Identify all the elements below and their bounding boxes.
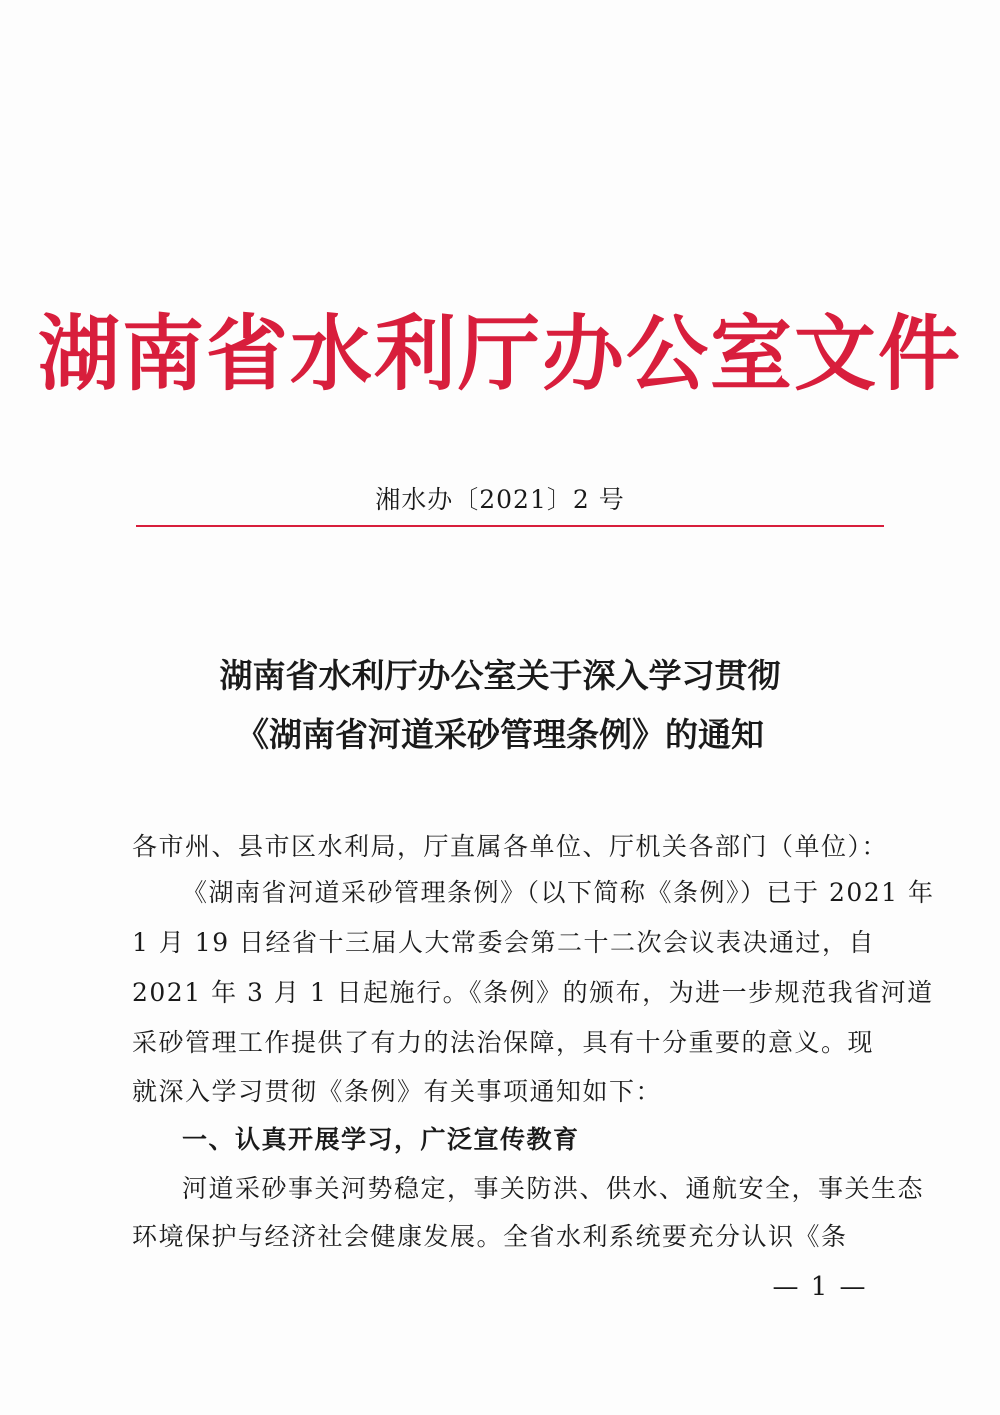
issuing-org-header: 湖南省水利厅办公室文件: [37, 307, 962, 402]
paragraph-1-line-2: 1 月 19 日经省十三届人大常委会第二十二次会议表决通过，自: [132, 928, 876, 957]
section-1-heading: 一、认真开展学习，广泛宣传教育: [182, 1125, 580, 1154]
notice-title-line-1: 湖南省水利厅办公室关于深入学习贯彻: [219, 656, 781, 695]
paragraph-1-line-1: 《湖南省河道采砂管理条例》（以下简称《条例》）已于 2021 年: [182, 878, 935, 907]
paragraph-2-line-2: 环境保护与经济社会健康发展。全省水利系统要充分认识《条: [132, 1222, 848, 1251]
document-number: 湘水办〔2021〕2 号: [375, 485, 625, 514]
salutation: 各市州、县市区水利局，厅直属各单位、厅机关各部门（单位）：: [132, 832, 889, 861]
notice-title-line-2: 《湖南省河道采砂管理条例》的通知: [236, 715, 764, 754]
paragraph-1-line-5: 就深入学习贯彻《条例》有关事项通知如下：: [132, 1077, 663, 1106]
page-number: — 1 —: [772, 1272, 868, 1302]
paragraph-1-line-3: 2021 年 3 月 1 日起施行。《条例》的颁布，为进一步规范我省河道: [132, 978, 934, 1007]
paragraph-2-line-1: 河道采砂事关河势稳定，事关防洪、供水、通航安全，事关生态: [182, 1174, 925, 1203]
paragraph-1-line-4: 采砂管理工作提供了有力的法治保障，具有十分重要的意义。现: [132, 1028, 875, 1057]
red-divider-line: [136, 525, 884, 527]
